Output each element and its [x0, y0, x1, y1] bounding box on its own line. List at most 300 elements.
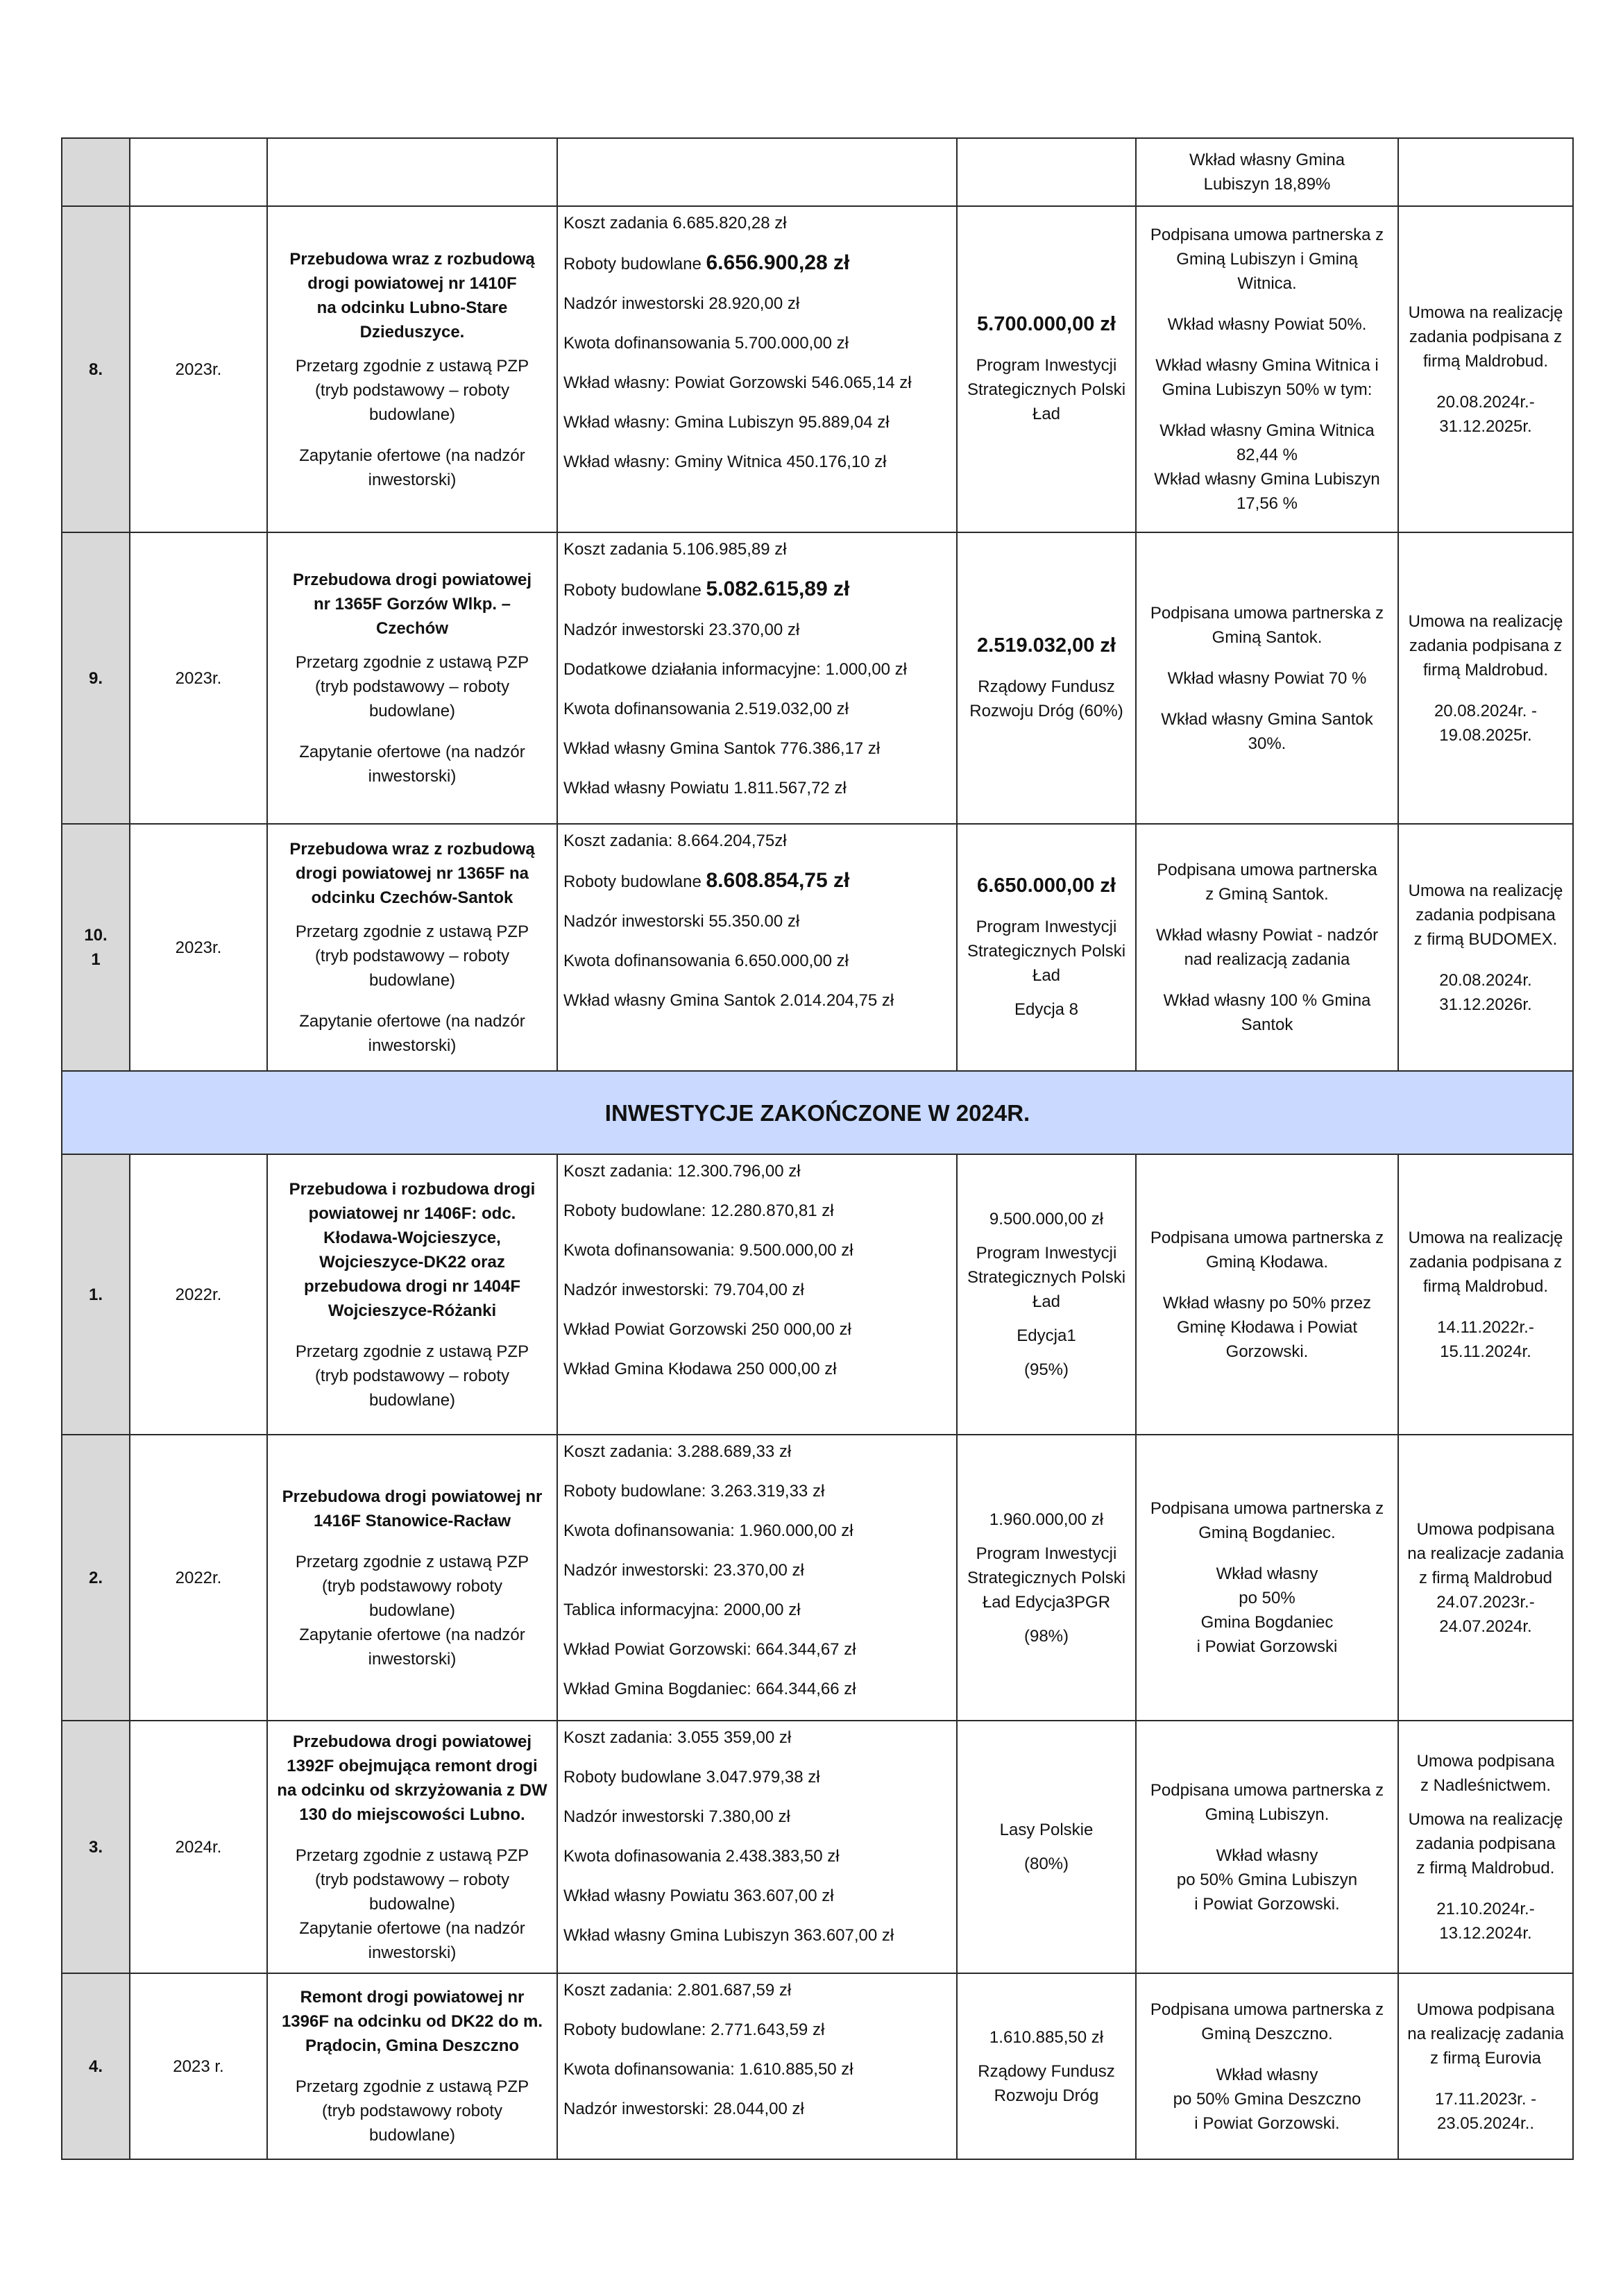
lp-number: 10.: [84, 926, 108, 945]
procedure-text: (tryb podstawowy – roboty: [314, 1870, 510, 1889]
lp-number: 8.: [88, 360, 103, 379]
cost-line: [563, 736, 951, 761]
lp-cell: [62, 1154, 130, 1435]
task-title: odcinku Czechów-Santok: [311, 888, 513, 907]
partner-text: po 50% Gmina Lubiszyn: [1176, 1870, 1358, 1889]
fund-percent: (98%): [1023, 1626, 1069, 1646]
fund-cell: [957, 532, 1136, 824]
procedure-text: Przetarg zgodnie z ustawą PZP: [295, 653, 529, 672]
deal-cell: [1398, 1721, 1573, 1973]
spacer: [273, 427, 551, 444]
cost-line: [563, 251, 951, 276]
task-title: Przebudowa drogi powiatowej: [292, 1732, 532, 1751]
cost-label: Wkład własny Gmina Santok 776.386,17 zł: [563, 739, 881, 758]
title-cell: [267, 138, 557, 206]
procedure-text: budowlane): [368, 1390, 456, 1410]
partner-text: Podpisana umowa partnerska z: [1150, 1780, 1384, 1800]
procedure-text: (tryb podstawowy – roboty: [314, 677, 510, 696]
task-title: przebudowa drogi nr 1404F: [303, 1276, 521, 1296]
fund-cell: [957, 1721, 1136, 1973]
partner-text: Witnica.: [1237, 274, 1297, 293]
spacer: [273, 993, 551, 1009]
deal-dates: 19.08.2025r.: [1439, 725, 1532, 745]
partner-text: Gmina Bogdaniec: [1200, 1613, 1334, 1632]
cost-label: Kwota dofinansowania 2.519.032,00 zł: [563, 700, 849, 718]
year-cell: 2023r.: [130, 824, 267, 1071]
partner-text: Wkład własny Gmina Lubiszyn: [1154, 470, 1380, 489]
cost-amount: 8.608.854,75 zł: [706, 869, 850, 892]
cost-line: [563, 537, 951, 562]
cost-line: Wkład Powiat Gorzowski: 664.344,67 zł: [563, 1640, 856, 1659]
task-title: Remont drogi powiatowej nr: [300, 1988, 525, 2007]
partner-text: po 50% Gmina Deszczno: [1173, 2089, 1361, 2109]
partner-text: Gminą Bogdaniec.: [1198, 1523, 1336, 1542]
deal-dates: 15.11.2024r.: [1440, 1342, 1531, 1361]
deal-text: Umowa podpisana: [1416, 2000, 1555, 2019]
cost-cell: [557, 1973, 957, 2159]
partner-text: nad realizacją zadania: [1184, 950, 1350, 969]
cost-label: Roboty budowlane: [563, 872, 706, 891]
procedure-text: inwestorski): [368, 470, 457, 489]
procedure-text: budowlane): [368, 702, 456, 720]
cost-line: [563, 292, 951, 316]
task-title: Wojcieszyce-DK22 oraz: [319, 1252, 505, 1272]
partner-text: Gminą Deszczno.: [1201, 2024, 1333, 2043]
lp-cell: [62, 1721, 130, 1973]
spacer: [963, 658, 1130, 675]
deal-text: Umowa na realizację: [1408, 303, 1563, 322]
cost-line: Roboty budowlane 3.047.979,38 zł: [563, 1768, 820, 1787]
fund-cell: [957, 1154, 1136, 1435]
title-cell: [267, 824, 557, 1071]
spacer: [963, 2050, 1130, 2059]
partner-text: 30%.: [1248, 734, 1286, 753]
fund-program: Program Inwestycji: [976, 1544, 1117, 1563]
fund-amount: 9.500.000,00 zł: [989, 1210, 1104, 1229]
fund-amount: 6.650.000,00 zł: [977, 874, 1116, 897]
cost-cell: [557, 206, 957, 532]
partner-text: 17,56 %: [1236, 494, 1298, 513]
cost-label: Wkład własny: Gmina Lubiszyn 95.889,04 zł: [563, 413, 890, 432]
procedure-text: budowlane): [368, 1601, 456, 1620]
procedure-text: inwestorski): [368, 1649, 457, 1669]
procedure-text: inwestorski): [368, 1036, 457, 1055]
procedure-text: Zapytanie ofertowe (na nadzór: [299, 1012, 525, 1031]
deal-cell: [1398, 1973, 1573, 2159]
procedure-text: budowlane): [368, 2126, 456, 2145]
cost-line: Roboty budowlane: 12.280.870,81 zł: [563, 1201, 834, 1220]
cost-line: Wkład Gmina Bogdaniec: 664.344,66 zł: [563, 1680, 856, 1698]
procedure-text: Przetarg zgodnie z ustawą PZP: [295, 1552, 529, 1571]
cost-line: Nadzór inwestorski: 28.044,00 zł: [563, 2100, 804, 2118]
spacer: [1404, 1798, 1567, 1807]
partner-text: Gmina Lubiszyn 50% w tym:: [1162, 380, 1373, 399]
partner-text: Wkład własny 100 % Gmina: [1163, 991, 1371, 1010]
procedure-text: Przetarg zgodnie z ustawą PZP: [295, 356, 529, 375]
partner-text: Gorzowski.: [1225, 1342, 1309, 1361]
cost-line: [563, 657, 951, 682]
procedure-text: inwestorski): [368, 767, 457, 786]
cost-amount: 5.082.615,89 zł: [706, 577, 850, 600]
cost-line: Tablica informacyjna: 2000,00 zł: [563, 1601, 801, 1619]
procedure-text: (tryb podstawowy roboty: [321, 1576, 503, 1596]
partner-cell: [1136, 1721, 1398, 1973]
year-cell: 2023r.: [130, 206, 267, 532]
spacer: [963, 1348, 1130, 1358]
partner-text: po 50%: [1239, 1589, 1295, 1607]
title-cell: [267, 1973, 557, 2159]
spacer: [963, 1314, 1130, 1324]
fund-program: Rządowy Fundusz: [978, 677, 1115, 696]
fund-percent: (95%): [1023, 1360, 1069, 1379]
deal-dates: 23.05.2024r..: [1436, 2113, 1535, 2133]
title-cell: [267, 1435, 557, 1721]
partner-text: Podpisana umowa partnerska z: [1150, 2000, 1384, 2019]
procedure-text: budowlane): [368, 405, 456, 424]
partner-cell: [1136, 1973, 1398, 2159]
spacer: [1142, 296, 1392, 312]
deal-text: zadania podpisana z: [1409, 327, 1563, 346]
task-title: nr 1365F Gorzów Wlkp. –: [313, 595, 511, 614]
cost-line: [563, 909, 951, 934]
procedure-text: Zapytanie ofertowe (na nadzór: [299, 1625, 525, 1644]
year-cell: 2023 r.: [130, 1973, 267, 2159]
task-title: 1416F Stanowice-Racław: [313, 1511, 511, 1530]
deal-text: Umowa na realizację: [1408, 1228, 1563, 1247]
spacer: [273, 1533, 551, 1550]
investments-table: [61, 137, 1574, 2160]
lp-cell: [62, 824, 130, 1071]
deal-text: firmą Maldrobud.: [1422, 351, 1549, 371]
deal-text: Umowa na realizację: [1408, 611, 1563, 631]
partner-text: Wkład własny Gmina Santok: [1161, 709, 1373, 729]
fund-amount: 5.700.000,00 zł: [977, 313, 1116, 335]
deal-text: z Nadleśnictwem.: [1420, 1775, 1552, 1795]
lp-number: 9.: [88, 668, 103, 688]
task-title: drogi powiatowej nr 1410F: [307, 273, 517, 293]
title-cell: [267, 1154, 557, 1435]
spacer: [1142, 337, 1392, 353]
deal-text: zadania podpisana z: [1409, 1252, 1563, 1272]
partner-text: Podpisana umowa partnerska: [1157, 861, 1377, 879]
cost-line: [563, 988, 951, 1013]
partner-text: Podpisana umowa partnerska z: [1150, 603, 1384, 623]
spacer: [1142, 1827, 1392, 1843]
fund-amount: 2.519.032,00 zł: [977, 634, 1116, 657]
table-row: [62, 1973, 1573, 2159]
task-title: na odcinku Lubno-Stare: [316, 298, 508, 317]
cost-label: Wkład własny Gmina Santok 2.014.204,75 zł: [563, 991, 894, 1010]
partner-cell: [1136, 138, 1398, 206]
task-title: Kłodawa-Wojcieszyce,: [323, 1228, 501, 1247]
fund-percent: (80%): [1023, 1855, 1069, 1873]
table-row: [62, 138, 1573, 206]
cost-line: [563, 577, 951, 602]
spacer: [1142, 691, 1392, 707]
cost-line: [563, 331, 951, 355]
cost-label: Koszt zadania: 8.664.204,75zł: [563, 832, 787, 850]
deal-dates: 20.08.2024r.: [1439, 970, 1532, 990]
task-title: Czechów: [375, 619, 448, 638]
task-title: Dzieduszyce.: [359, 322, 465, 341]
spacer: [963, 988, 1130, 997]
title-cell: [267, 532, 557, 824]
cost-label: Nadzór inwestorski 55.350.00 zł: [563, 912, 800, 931]
deal-cell: [1398, 138, 1573, 206]
task-title: na odcinku od skrzyżowania z DW: [277, 1780, 547, 1800]
deal-text: na realizację zadania: [1407, 2024, 1564, 2043]
cost-line: Roboty budowlane: 2.771.643,59 zł: [563, 2020, 825, 2039]
fund-program: Lasy Polskie: [999, 1821, 1094, 1839]
table-row: [62, 1721, 1573, 1973]
lp-number: 4.: [88, 2057, 103, 2076]
fund-program: Ład: [1032, 1292, 1061, 1311]
partner-text: Santok: [1241, 1015, 1293, 1034]
cost-label: Kwota dofinansowania 6.650.000,00 zł: [563, 952, 849, 970]
deal-text: 24.07.2024r.: [1439, 1617, 1532, 1636]
task-title: powiatowej nr 1406F: odc.: [308, 1204, 516, 1223]
partner-text: i Powiat Gorzowski.: [1194, 2113, 1340, 2133]
cost-line: [563, 410, 951, 434]
spacer: [1404, 682, 1567, 699]
spacer: [1404, 1299, 1567, 1315]
spacer: [1142, 906, 1392, 923]
deal-text: z firmą Maldrobud: [1418, 1568, 1553, 1587]
cost-line: Nadzór inwestorski: 23.370,00 zł: [563, 1561, 804, 1580]
deal-text: zadania podpisana z: [1409, 636, 1563, 655]
cost-label: Kwota dofinansowania 5.700.000,00 zł: [563, 334, 849, 353]
spacer: [273, 1323, 551, 1340]
year-cell: 2022r.: [130, 1435, 267, 1721]
procedure-text: Zapytanie ofertowe (na nadzór: [299, 446, 525, 465]
procedure-text: Przetarg zgodnie z ustawą PZP: [295, 922, 529, 941]
lp-number: 2.: [88, 1568, 103, 1587]
cost-label: Roboty budowlane: [563, 581, 706, 600]
year-cell: 2023r.: [130, 532, 267, 824]
lp-number: 3.: [88, 1837, 103, 1857]
spacer: [1404, 1880, 1567, 1897]
title-cell: [267, 1721, 557, 1973]
spacer: [963, 337, 1130, 353]
cost-line: Koszt zadania: 2.801.687,59 zł: [563, 1981, 792, 2000]
deal-cell: [1398, 1154, 1573, 1435]
deal-dates: 17.11.2023r. -: [1434, 2089, 1537, 2109]
deal-text: zadania podpisana: [1416, 905, 1556, 925]
fund-program: Ład: [1032, 405, 1061, 423]
spacer: [963, 1614, 1130, 1624]
partner-cell: [1136, 206, 1398, 532]
lp-cell: [62, 532, 130, 824]
cost-line: Wkład Gmina Kłodawa 250 000,00 zł: [563, 1360, 837, 1378]
cost-line: [563, 618, 951, 642]
table-row: [62, 824, 1573, 1071]
fund-program: Ład Edycja3PGR: [982, 1592, 1111, 1612]
lp-cell: [62, 1435, 130, 1721]
lp-cell: [62, 206, 130, 532]
deal-text: Umowa na realizację: [1408, 1809, 1563, 1829]
partner-text: Wkład własny Gmina Witnica: [1159, 421, 1375, 440]
fund-program: Program Inwestycji: [976, 917, 1117, 936]
procedure-text: Zapytanie ofertowe (na nadzór: [299, 743, 525, 761]
cost-line: [563, 371, 951, 395]
cost-cell: [557, 138, 957, 206]
cost-cell: [557, 1435, 957, 1721]
spacer: [963, 1231, 1130, 1241]
spacer: [1404, 373, 1567, 390]
cost-label: Dodatkowe działania informacyjne: 1.000,00 zł: [563, 660, 907, 679]
partner-text: Gminą Lubiszyn.: [1205, 1805, 1329, 1824]
partner-text: Podpisana umowa partnerska z: [1150, 226, 1384, 244]
procedure-text: (tryb podstawowy – roboty: [314, 947, 510, 965]
procedure-text: budowlane): [368, 971, 456, 990]
cost-line: Kwota dofinansowania: 1.960.000,00 zł: [563, 1521, 853, 1540]
fund-edition: Edycja 8: [1014, 999, 1079, 1019]
partner-text: Wkład własny Powiat - nadzór: [1155, 926, 1379, 945]
cost-line: Wkład własny Powiatu 363.607,00 zł: [563, 1886, 834, 1905]
cost-line: Kwota dofinasowania 2.438.383,50 zł: [563, 1847, 840, 1866]
cost-line: [563, 211, 951, 235]
cost-label: Wkład własny: Gminy Witnica 450.176,10 zł: [563, 453, 887, 471]
partner-text: i Powiat Gorzowski: [1196, 1637, 1338, 1656]
spacer: [273, 641, 551, 650]
partner-text: Wkład własny: [1216, 2065, 1318, 2084]
procedure-text: (tryb podstawowy roboty: [321, 2102, 503, 2120]
fund-program: Rozwoju Dróg (60%): [969, 701, 1123, 720]
task-title: 1392F obejmująca remont drogi: [287, 1756, 538, 1775]
deal-text: Umowa na realizację: [1408, 881, 1563, 900]
cost-line: Koszt zadania: 12.300.796,00 zł: [563, 1162, 801, 1181]
deal-cell: [1398, 1435, 1573, 1721]
task-title: Przebudowa drogi powiatowej nr: [282, 1487, 543, 1506]
cost-line: [563, 697, 951, 721]
partner-cell: [1136, 532, 1398, 824]
lp-cell: [62, 138, 130, 206]
fund-cell: [957, 206, 1136, 532]
deal-dates: 21.10.2024r.-: [1436, 1899, 1535, 1918]
title-cell: [267, 206, 557, 532]
spacer: [273, 1827, 551, 1843]
fund-amount: 1.960.000,00 zł: [989, 1510, 1104, 1529]
fund-program: Strategicznych Polski: [967, 1268, 1126, 1287]
deal-text: z firmą BUDOMEX.: [1413, 929, 1558, 949]
spacer: [273, 344, 551, 354]
deal-text: na realizacje zadania: [1407, 1544, 1564, 1563]
task-title: Wojcieszyce-Różanki: [328, 1301, 497, 1320]
deal-cell: [1398, 206, 1573, 532]
cost-line: Kwota dofinansowania: 1.610.885,50 zł: [563, 2060, 853, 2079]
deal-text: Umowa podpisana: [1416, 1519, 1555, 1539]
lp-cell: [62, 1973, 130, 2159]
spacer: [273, 910, 551, 920]
spacer: [963, 898, 1130, 915]
partner-text: Wkład własny Gmina Witnica i: [1155, 356, 1379, 375]
partner-text: Gminę Kłodawa i Powiat: [1176, 1317, 1358, 1337]
fund-cell: [957, 824, 1136, 1071]
deal-cell: [1398, 532, 1573, 824]
fund-program: Strategicznych Polski: [967, 1568, 1126, 1587]
lp-number: 1: [91, 950, 101, 969]
procedure-text: (tryb podstawowy – roboty: [314, 380, 510, 400]
partner-text: Wkład własny Gmina Lubiszyn 18,89%: [1189, 151, 1345, 194]
partner-text: Podpisana umowa partnerska z: [1150, 1499, 1384, 1518]
procedure-text: Przetarg zgodnie z ustawą PZP: [295, 2077, 529, 2096]
partner-text: Gminą Lubiszyn i Gminą: [1176, 250, 1358, 269]
partner-text: Wkład własny po 50% przez: [1162, 1293, 1372, 1312]
procedure-text: budowalne): [368, 1894, 456, 1914]
cost-line: Nadzór inwestorski 7.380,00 zł: [563, 1807, 790, 1826]
spacer: [963, 1842, 1130, 1852]
fund-program: Program Inwestycji: [976, 356, 1117, 375]
fund-cell: [957, 138, 1136, 206]
lp-number: 1.: [88, 1285, 103, 1304]
partner-cell: [1136, 1435, 1398, 1721]
spacer: [1142, 972, 1392, 988]
task-title: Przebudowa drogi powiatowej: [292, 571, 532, 589]
deal-cell: [1398, 824, 1573, 1071]
cost-cell: [557, 1721, 957, 1973]
partner-text: Wkład własny Powiat 70 %: [1167, 668, 1367, 688]
cost-line: [563, 949, 951, 973]
partner-cell: [1136, 1154, 1398, 1435]
deal-text: 24.07.2023r.-: [1436, 1592, 1535, 1612]
cost-line: Kwota dofinansowania: 9.500.000,00 zł: [563, 1241, 853, 1260]
deal-text: firmą Maldrobud.: [1422, 1276, 1549, 1296]
cost-line: Wkład Powiat Gorzowski 250 000,00 zł: [563, 1320, 851, 1339]
procedure-text: inwestorski): [368, 1943, 457, 1962]
spacer: [1142, 2046, 1392, 2063]
cost-amount: 6.656.900,28 zł: [706, 251, 850, 274]
fund-program: Strategicznych Polski: [967, 941, 1126, 961]
fund-cell: [957, 1973, 1136, 2159]
cost-line: Nadzór inwestorski: 79.704,00 zł: [563, 1281, 804, 1299]
partner-cell: [1136, 824, 1398, 1071]
cost-label: Koszt zadania 6.685.820,28 zł: [563, 214, 787, 233]
partner-text: i Powiat Gorzowski.: [1194, 1894, 1340, 1914]
partner-text: 82,44 %: [1236, 446, 1298, 464]
partner-text: Gminą Kłodawa.: [1205, 1252, 1329, 1272]
deal-text: z firmą Eurovia: [1429, 2048, 1542, 2068]
task-title: drogi powiatowej nr 1365F na: [295, 864, 529, 883]
procedure-text: (tryb podstawowy – roboty: [314, 1366, 510, 1385]
task-title: Prądocin, Gmina Deszczno: [305, 2036, 520, 2055]
spacer: [273, 2058, 551, 2075]
deal-text: z firmą Maldrobud.: [1416, 1858, 1555, 1877]
fund-program: Strategicznych Polski: [967, 380, 1126, 399]
cost-line: Koszt zadania: 3.055 359,00 zł: [563, 1728, 792, 1747]
partner-text: Wkład własny Powiat 50%.: [1167, 315, 1367, 334]
spacer: [1404, 2070, 1567, 2087]
cost-cell: [557, 824, 957, 1071]
deal-dates: 14.11.2022r.-: [1437, 1317, 1534, 1337]
spacer: [1142, 1274, 1392, 1291]
task-title: Przebudowa wraz z rozbudową: [289, 249, 535, 269]
deal-dates: 20.08.2024r.-: [1436, 392, 1535, 412]
spacer: [273, 723, 551, 740]
cost-cell: [557, 1154, 957, 1435]
deal-dates: 31.12.2026r.: [1439, 995, 1532, 1014]
cost-line: Koszt zadania: 3.288.689,33 zł: [563, 1442, 792, 1461]
deal-text: firmą Maldrobud.: [1422, 660, 1549, 679]
cost-line: [563, 868, 951, 894]
cost-line: Roboty budowlane: 3.263.319,33 zł: [563, 1482, 825, 1501]
table-row: [62, 1154, 1573, 1435]
fund-program: Program Inwestycji: [976, 1244, 1117, 1263]
spacer: [1404, 952, 1567, 968]
cost-line: [563, 829, 951, 853]
fund-cell: [957, 1435, 1136, 1721]
partner-text: Podpisana umowa partnerska z: [1150, 1228, 1384, 1247]
deal-dates: 13.12.2024r.: [1439, 1923, 1532, 1943]
